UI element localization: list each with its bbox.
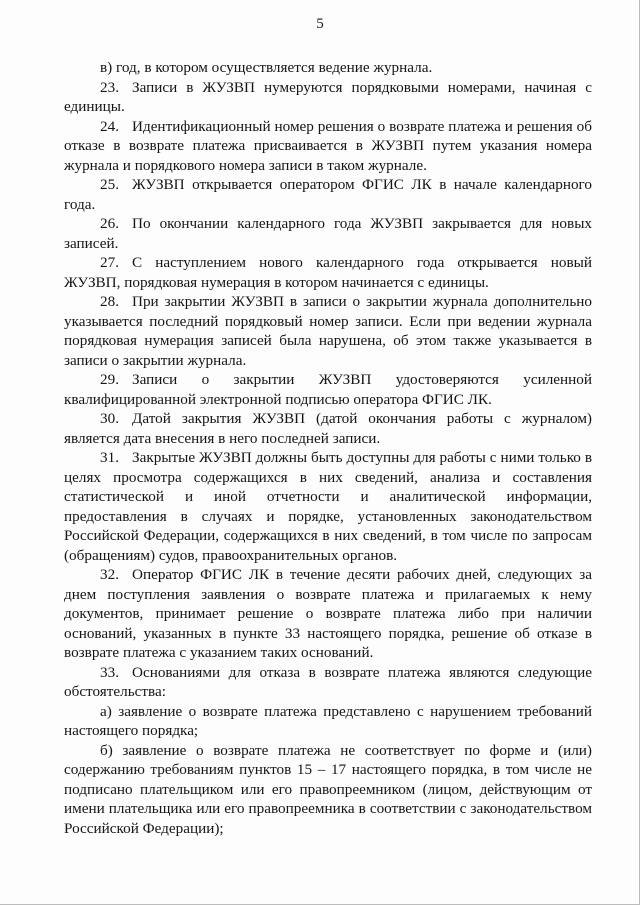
- paragraph-number: 27.: [100, 254, 119, 271]
- paragraph-text: С наступлением нового календарного года открывается новый ЖУЗВП, порядковая нумерация в котором начинается с единицы.: [64, 254, 592, 291]
- paragraph-text: ЖУЗВП открывается оператором ФГИС ЛК в начале календарного года.: [64, 176, 592, 213]
- paragraph-number: 26.: [100, 215, 119, 232]
- paragraph-33: [64, 663, 592, 702]
- paragraph-text: Оператор ФГИС ЛК в течение десяти рабочих дней, следующих за днем поступления заявления о возврате платежа и прилагаемых к нему документов, принимает решение о возврате платежа либо при наличии оснований, указанных в пункте 33 настоящего порядка, решение об отказе в возврате платежа с указанием таких оснований.: [64, 566, 592, 661]
- paragraph-24: [64, 117, 592, 176]
- paragraph-number: 25.: [100, 176, 119, 193]
- document-body: [64, 58, 592, 838]
- paragraph-22v: [64, 58, 592, 78]
- paragraph-33a: [64, 702, 592, 741]
- paragraph-32: [64, 565, 592, 663]
- paragraph-number: 32.: [100, 566, 119, 583]
- paragraph-number: 33.: [100, 663, 119, 681]
- paragraph-text: Датой закрытия ЖУЗВП (датой окончания работы с журналом) является дата внесения в него последней записи.: [64, 410, 592, 447]
- paragraph-text: Записи о закрытии ЖУЗВП удостоверяются усиленной квалифицированной электронной подписью оператора ФГИС ЛК.: [64, 371, 592, 408]
- paragraph-number: 23.: [100, 78, 119, 96]
- paragraph-text: б) заявление о возврате платежа не соответствует по форме и (или) содержанию требованиям пунктов 15 – 17 настоящего порядка, в том числе не подписано плательщиком или его правопреемником (лицом, действующим от имени плательщика или его правопреемника в соответствии с законодательством Российской Федерации);: [64, 741, 592, 837]
- paragraph-text: По окончании календарного года ЖУЗВП закрывается для новых записей.: [64, 215, 592, 252]
- paragraph-33b: [64, 741, 592, 839]
- paragraph-26: [64, 214, 592, 253]
- paragraph-31: [64, 448, 592, 565]
- paragraph-number: 24.: [100, 117, 119, 135]
- paragraph-text: в) год, в котором осуществляется ведение журнала.: [100, 59, 433, 76]
- paragraph-text: Закрытые ЖУЗВП должны быть доступны для работы с ними только в целях просмотра содержащихся в них сведений, анализа и составления статистической и иной отчетности и аналитической информации, предоставления в случаях и порядке, установленных законодательством Российской Федерации, содержащихся в них сведений, в том числе по запросам (обращениям) судов, правоохранительных органов.: [64, 449, 592, 564]
- paragraph-23: [64, 78, 592, 117]
- paragraph-27: [64, 253, 592, 292]
- paragraph-number: 31.: [100, 449, 119, 466]
- paragraph-text: Идентификационный номер решения о возврате платежа и решения об отказе в возврате платежа присваивается в ЖУЗВП путем указания номера журнала и порядкового номера записи в таком журнале.: [64, 117, 592, 174]
- paragraph-30: [64, 409, 592, 448]
- paragraph-28: [64, 292, 592, 370]
- paragraph-text: а) заявление о возврате платежа представлено с нарушением требований настоящего порядка;: [64, 702, 592, 739]
- page-number: 5: [316, 16, 324, 32]
- paragraph-number: 29.: [100, 371, 119, 388]
- paragraph-number: 28.: [100, 293, 119, 310]
- paragraph-25: [64, 175, 592, 214]
- paragraph-29: [64, 370, 592, 409]
- paragraph-text: При закрытии ЖУЗВП в записи о закрытии журнала дополнительно указывается последний порядковый номер записи. Если при ведении журнала порядковая нумерация записей была нарушена, об этом также указывается в записи о закрытии журнала.: [64, 293, 592, 369]
- paragraph-number: 30.: [100, 410, 119, 427]
- paragraph-text: Основаниями для отказа в возврате платежа являются следующие обстоятельства:: [64, 663, 592, 700]
- paragraph-text: Записи в ЖУЗВП нумеруются порядковыми номерами, начиная с единицы.: [64, 78, 592, 115]
